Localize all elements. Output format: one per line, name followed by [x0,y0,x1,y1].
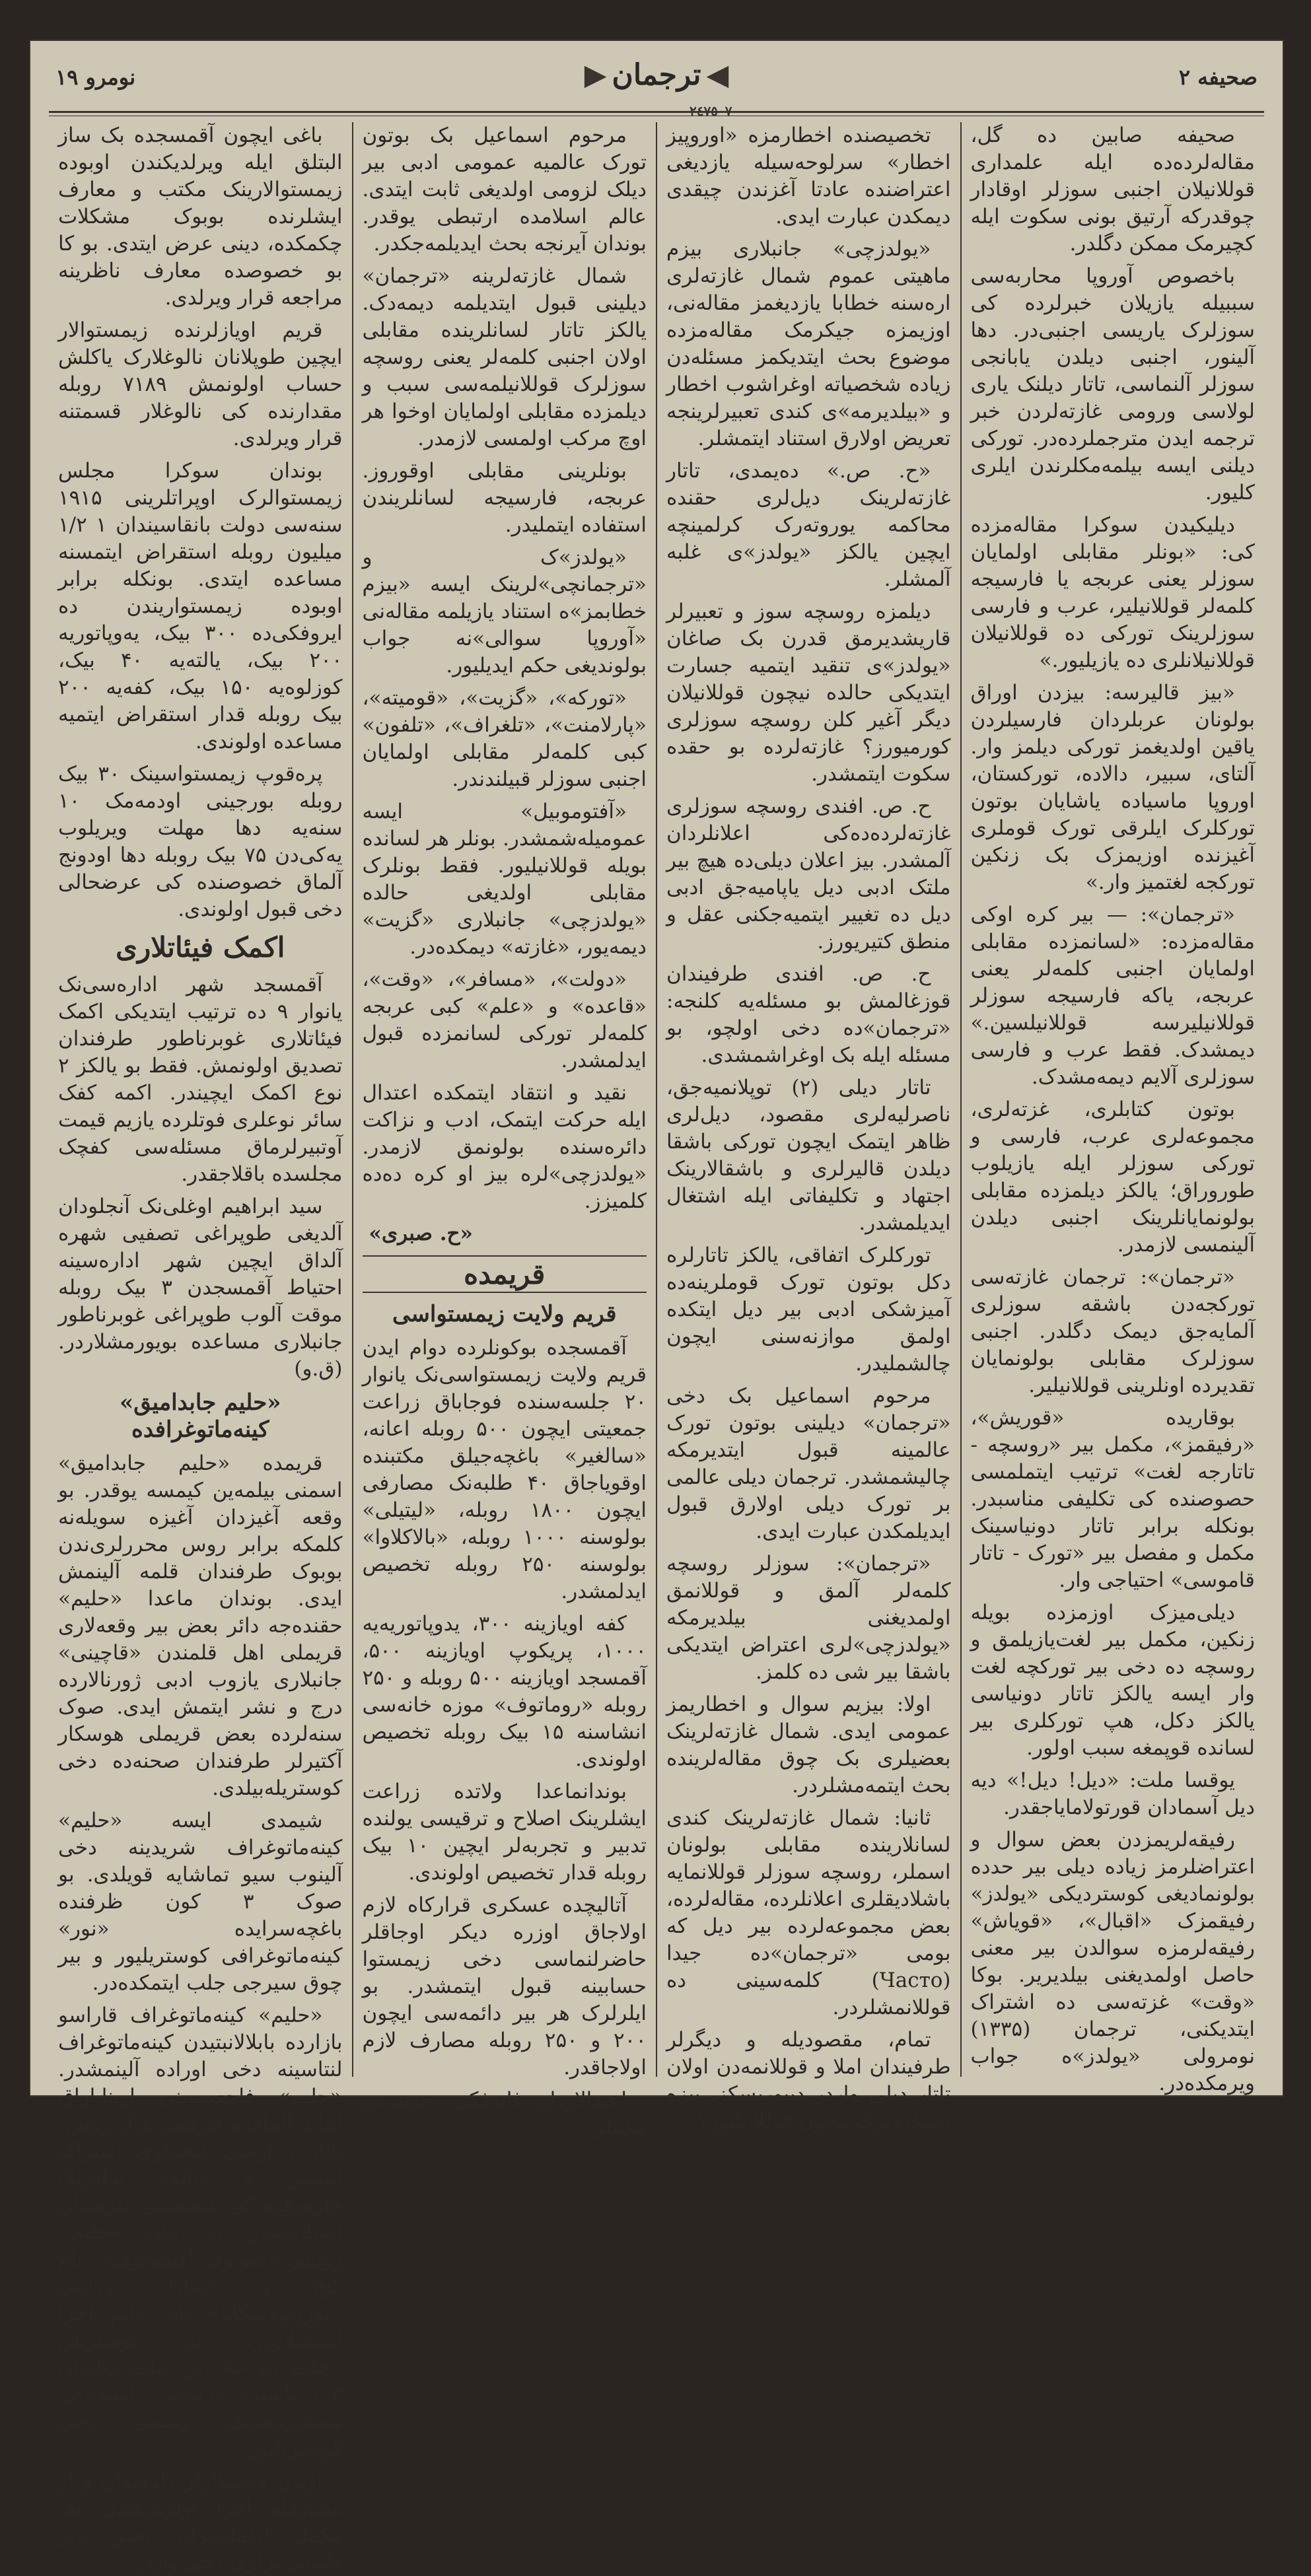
paragraph: شمال غازته‌لرینه «ترجمان» دیلینی قبول ایتدیلمه دیمه‌دک. یالکز تاتار لسانلرینده مقابلی اولان اجنبی کلمه‌لر یعنی روسچه سوزلرک قوللانیلمه‌سی سبب و دیلمزده مقابلی اولمایان اوخوا هر اوچ مرکب اولمسی لازمدر. [362,264,647,450]
paragraph: دیلی‌میزک اوزمزده بویله زنکین، مکمل بیر لغت‌یازیلمق و روسچه ده دخی بیر تورکچه لغت وار ایسه یالکز تاتار دونیاسی یالکز دکل، هپ تورکلری بیر لسانده قوپمغه سبب اولور. [970,1601,1255,1760]
paragraph: تخصیصنده اخطارمزه «اوروپیز اخطار» سرلوحه‌سیله یازدیغی اعتراضنده عادتا آغزندن چیقدی دیمکدن عبارت ایدی. [666,123,951,228]
paragraph: آقمسجد شهر اداره‌سی‌نک یانوار ۹ ده ترتیب ایتدیکی اکمک فیئاتلاری غوبرناطور طرفندان تصدیق اولونمش. فقط بو یالکز ۲ نوع اکمک ایچیندر. اکمه کفک سائر نوعلری فوتلرده یازیم قیمت آوتبیرلرماق مسئله‌سی کفچک مجلسده باقلاجقدر. [58,973,343,1186]
paragraph: شیمدی ایسه «حلیم» کینه‌ماتوغراف شریدینه دخی آلینوب سیو تماشایه قویلدی. بو صوک ۳ کون ظرفنده باغچه‌سرایده «نور» کینه‌ماتوغرافی کوستریلیور و بیر چوق سیرجی جلب ایتمکده‌در. [58,1809,343,1995]
paragraph: «ترجمان»: ترجمان غازته‌سی تورکجه‌دن باشقه سوزلری آلمایه‌جق دیمک دگلدر. اجنبی سوزلرک مقابلی بولونمایان تقدیرده اونلرینی قوللانیلیر. [970,1265,1255,1397]
paragraph: نقید و انتقاد ایتمکده اعتدال ایله حرکت ایتمک، ادب و نزاکت دائره‌سنده بولونمق لازمدر. «یولدزچی»لره بیز او کره ده‌ده کلمیزز. [362,1081,647,1213]
paragraph: قریم اویازلرنده زیمستوالار ایچین طوپلانان نالوغلارک یاکلش حساب اولونمش ۷۱۸۹ روبله مقدارنده کی نالوغلار قسمتنه قرار ویرلدی. [58,318,343,450]
header-rule [49,111,1264,116]
paragraph: دیلمزه روسچه سوز و تعبیرلر قاریشدیرمق قدرن بک صاغان «یولدز»ی تنقید ایتمیه جسارت ایتدیکی حالده نیچون قوللانیلان دیگر آغیر کلن روسچه سوزلری کورمیورز؟ غازته‌لرده بو حقده سکوت ایتمشدر. [666,600,951,786]
newspaper-page [29,40,1284,2574]
paragraph: اوبون هوسکارلر طرفندان و آز مصارفله اجرا اولوندیغندن یک مکمل اولمایه‌برابر بعض غیر طبیعی یرلری دخی واردر. [58,2469,343,2574]
title-text: ترجمان [612,58,701,92]
section-heading-crimea: قریمده [363,1255,647,1293]
newspaper-title [579,58,734,92]
paragraph: اولا: بیزیم سوال و اخطاریمز عمومی ایدی. شمال غازته‌لرینک بعضیلری بک چوق مقاله‌لرینده بحث ایتمه‌مشلردر. [666,1692,951,1797]
masthead [49,52,1264,118]
paragraph: بوندانماعدا ولاتده زراعت ایشلرینک اصلاح و ترقیسی یولنده تدبیر و تجربه‌لر ایچین ۱۰ بیک روبله قدار تخصیص اولوندی. [362,1780,647,1885]
ornament-left-icon: ▶ [584,58,607,92]
paragraph: «ترجمان»: سوزلر روسچه کلمه‌لر آلمق و قوللانمق اولمدیغنی بیلدیرمکه «یولدزچی»لری اعتراض ایتدیکی باشقا بیر شی ده کلمز. [666,1552,951,1684]
paragraph: «بیز قالیرسه: بیزدن اوراق بولونان عربلردان فارسیلردن یاقین اولدیغمز تورکی دیلمز وار. آلتای، سبیر، دالاده، تورکستان، اوروپا ماسیاده یاشایان بوتون تورکلرک ایلرقی تورک قوملری آغیزنده اوزیمزک بک زنکین تورکجه لغتمیز وار.» [970,681,1255,894]
paragraph: ثانیا: شمال غازته‌لرینک کندی لسانلارینده مقابلی بولونان اسملر، روسچه سوزلر قوللانمایه باشلادیقلری اعلانلرده، مقاله‌لرده، بعض مجموعه‌لرده بیر دیل که بومی «ترجمان»ده جیدا (Часто) کلمه‌سینی ده قوللانمشلردر. [666,1806,951,2019]
paragraph: باغی ایچون آقمسجده بک ساز البتلق ایله ویرلدیکندن اوبوده زیمستوالارینک مکتب و معارف ایشلرنده بوبوک مشکلات چکمکده، دینی عرض ایتدی. بو کا بو خصوصده معارف ناظرینه مراجعه قرار ویرلدی. [58,123,343,310]
issue-number: نومرو ١٩ [55,65,136,90]
paragraph: پره‌قوپ زیمستواسینک ۳۰ بیک روبله بورجینی اودمه‌مک ۱۰ سنه‌یه دها مهلت ویریلوب یه‌کی‌دن ۷۵ بیک روبله دها اودونج آلماق خصوصنده کی عرضحالی دخی قبول اولوندی. [58,762,343,921]
page-label: صحيفه ٢ [1178,65,1258,90]
paragraph: تاتار دیلی (۲) توپلانمیه‌جق، ناصرلیه‌لری مقصود، دیل‌لری ظاهر ایتمک ایچون تورکی باشقا دیلدن قالیرلری و باشقالارینک اجتهاد و تکلیفاتی ایله اشتغال ایدیلمشدر. [666,1076,951,1235]
paragraph: دیلیکیدن سوکرا مقاله‌مزده کی: «بونلر مقابلی اولمایان سوزلر یعنی عربجه یا فارسیجه کلمه‌لر قوللانیلیر، عرب و فارسی سوزلرینک تورکی ده قوللانیلان قوللانیلانلری ده یازیلیور.» [970,513,1255,672]
paragraph: بونلرینی مقابلی اوقوروز. عربجه، فارسیجه لسانلریندن استفاده ایتملیدر. [362,459,647,537]
paragraph: ح. ص. افندی طرفیندان قوزغالمش بو مسئله‌یه کلنجه: «ترجمان»ده دخی اولچو، بو مسئله ایله بک اوغراشمشدی. [666,962,951,1067]
ornament-right-icon: ◀ [706,58,729,92]
paragraph: مرحوم اسماعیل بک دخی «ترجمان» دیلینی بوتون تورک عالمینه قبول ایتدیرمکه چالیشمشدر. ترجمان دیلی عالمی بر تورک دیلی اولارق قبول ایدیلمکدن عبارت ایدی. [666,1384,951,1543]
column-4 [49,122,353,2574]
paragraph: «ح. ص.» ده‌یمدی، تاتار غازته‌لرینک دیل‌لری حقنده محاکمه یوروته‌رک کرلمینچه ایچین یالکز «یولدز»ی غلبه آلمشلر. [666,459,951,591]
paragraph: کفه اویازینه ۳۰۰، یدوپاتوریه‌یه ۱۰۰۰، پریکوپ اویازینه ۵۰۰، آقمسجد اویازینه ۵۰۰ روبله و ۲۵۰ روبله «روماتوف» موزه خانه‌سی انشاسنه ۱۵ بیک روبله تخصیص اولوندی. [362,1612,647,1771]
paragraph: مرحوم اسماعیل بک بوتون تورک عالمیه عمومی ادبی بیر دیلک لزومی اولدیغی ثابت ایتدی. عالم اسلامده ارتبطی یوقدر. بوندان آیرنجه بحث ایدیلمه‌جکدر. [362,123,647,256]
paragraph: آتالیچده عسکری قرارکاه لازم اولاجاق اوزره دیکر اوجاقلر حاضرلنماسی دخی زیمستوا حسابینه قبول ایتمشدر. بو ایلرلرک هر بیر دائمه‌سی ایچون ۲۰۰ و ۲۵۰ روبله مصارف لازم اولاجاقدر. [362,1893,647,2079]
paragraph: «تورکه»، «گزیت»، «قومیته»، «پارلامنت»، «تلغراف»، «تلفون» کبی کلمه‌لر مقابلی اولمایان اجنبی سوزلر قبیلندندر. [362,686,647,791]
paragraph: بوتون کتابلری، غزته‌لری، مجموعه‌لری عرب، فارسی و تورکی سوزلر ایله یازیلوب طوروراق؛ یالکز دیلمزده مقابلی بولونمایانلرینک اجنبی دیلدن آلینمسی لازمدر. [970,1097,1255,1257]
paragraph: باخصوص آوروپا محاربه‌سی سببیله یازیلان خبرلرده کی سوزلرک یاریسی اجنبی‌در. دها آلینور، اجنبی دیلدن یابانجی سوزلر آلنماسی، تاتار دیلنک یاری لولاسی ورومی غازته‌لردن خبر ترجمه ایدن مترجملرده‌در. تورکی دیلنی ایسه بیلمه‌مکلرندن ایلری کلیور. [970,264,1255,505]
paragraph: بوندان سوکرا مجلس زیمستوالرک اوپراتلرینی ۱۹۱۵ سنه‌سی دولت بانقاسیندان ۱ ۱/۲ میلیون روبله استقراض ایتمسنه مساعده ایتدی. بونکله برابر اوبوده زیمستواریندن ده ایروفکی‌ده ۳۰۰ بیک، یه‌وپاتوریه ۲۰۰ بیک، یالته‌یه ۴۰ بیک، کوزلوه‌یه ۱۵۰ بیک، کفه‌یه ۲۰۰ بیک روبله قدار استقراض ایتمیه مساعده اولوندی. [58,459,343,753]
article-heading-cinema: «حلیم جابدامیق» کینه‌ماتوغرافده [120,1389,281,1443]
paragraph: «یولدزچی» جانبلاری بیزم ماهیتی عموم شمال غازته‌لری اره‌سنه خطابا یازدیغمز مقاله‌نی، اوزیمزه جیکرمک مقاله‌مزده موضوع بحث ایتدیکمز مسئله‌دن زیاده شخصیاته اوغراشوب اخطار و «بیلدیرمه»ی کندی تعبیرلرینجه تعریض اولارق استناد ایتمشلر. [666,237,951,450]
paragraph: تورکلرک اتفاقی، یالکز تاتارلره دکل بوتون تورک قوملرینه‌ده آمیزشکی ادبی بیر دیل ایتکده اولمق موازنه‌سنی ایچون چالشملیدر. [666,1243,951,1375]
article-heading-zemstvo: قریم ولایت زیمستواسی [392,1301,617,1327]
paragraph: قریمده «حلیم جابدامیق» اسمنی بیلمه‌ین کیمسه یوقدر. بو وقعه آغیزدان آغیزه سویله‌نه کلمکه برابر روس محرر‌لری‌ندن بوبوک طرفندان قلمه آلینمش ایدی. بوندان ماعدا «حلیم» حقنده‌جه دائر بعض بیر وقعه‌لاری قریملی اهل قلمندن «قاچینی» جانبلاری یازوب ادبی ژورنالارده درج و نشر ایتمش ایدی. صوک سنه‌لرده بعض قریملی هوسکار آکتیرلر طرفندان صحنه‌ده دخی کوستریله‌بیلدی. [58,1451,343,1800]
paragraph: سید ابراهیم اوغلی‌نک آنجلودان آلدیغی طوپراغی تصفیی شهره آلداق ایچین شهر اداره‌سینه احتیاط آقمسجدن ۳ بیک روبله موقت آلوب طوپراغی غوبرناطور جانبلاری مساعده بویورمشلاردر. (ق.و) [58,1195,343,1381]
column-3 [353,122,658,2139]
paragraph: یوقسا ملت: «دیل! دیل!» دیه دیل آسمادان قورتولامایاجقدر. [970,1768,1255,1819]
article-signature: «ح. صبری» [369,1222,473,1245]
column-1 [962,122,1265,2095]
library-stamp: ٢٤٧٥٠٧ [690,103,732,119]
paragraph: رفیقه‌لریمزدن بعض سوال و اعتراضلرمز زیاده دیلی بیر حد‌ده بولونمادیغی کوستردیکی «یولدز» رفیقمزک «اقبال»، «قویاش» رفیقه‌لرمزه سوالدن بیر معنی حاصل اولمدیغنی بیلدیریر. بوکا «وقت» غزته‌سی ده اشتراک ایتدیکنی، ترجمان (۱۳۳۵) نومرولی «یولدز»ه جواب ویرمکده‌در. [970,1828,1255,2095]
paragraph: «حلیم» کینه‌ماتوغراف قاراسو بازارده بابلالانبتیدن کینه‌ماتوغراف لنتاسینه دخی اوراده آلینمشدر. «حلیم» فاجعه‌سینی اوینایاراق لنتایه آلماقده قاراسو بازار روس، تاتار و ارمنی کنجه‌لری اشتراک ایتمش و «بانه» برادرلک خارقوفده کی شعبه‌سی طرفندان ایشلنمشدر. بو لنتاده «حلیم» رولینی «صوبوف-آقیمیچوف»، نام کنج و «سارا» رولینی «بوروتوفسکایا» نام خانم اجرا ایتمشلاردر. بو کوستریلن «حلیم»ده حلا بیر حیات بولونان ۱۰۲ یاشنده «زلیخه» تامینده‌کی همشیره‌سینک رسمی دخی کوستریلیور. [58,2003,343,2460]
paragraph: «یولدز»ک و «ترجمانچی»لرینک ایسه «بیزم خطابمز»ه استناد یازیلمه مقاله‌نی «آوروپا سوالی»نه جواب بولوندیغی حکم ایدیلیور. [362,545,647,678]
paragraph: اعتدالاردان غایه‌فکی: حزینه‌دن مکتبلر [362,2088,647,2139]
paragraph: ح. ص. افندی روسچه سوزلری غازته‌لرده‌ده‌کی اعلانلردان آلمشدر. بیز اعلان دیلی‌ده هیچ بیر ملتک ادبی دیل یاپامیه‌جق ادبی دیل ده تغییر ایتمیه‌جکنی عقل و منطق کتیریورز. [666,794,951,954]
paragraph: «آفتوموبیل» ایسه عمومیله‌شمشدر. بونلر هر لسانده بویله قوللانیلیور. فقط بونلرک مقابلی اولدیغی حالده «یولدزچی» جانبلاری «گزیت» دیمه‌یور، «غازته» دیمکده‌در. [362,800,647,959]
article-columns [49,122,1264,2574]
paragraph: صحيفه صابين ده گل، مقاله‌لرده‌ده ایله علمداری قوللانیلان اجنبی سوزلر اوقادار چوقدرکه آرتیق بونی سکوت ایله کچیرمک ممکن دگلدر. [970,123,1255,256]
paragraph: آقمسجده بوکونلرده دوام ایدن قریم ولایت زیمستواسی‌نک یانوار ۲۰ جلسه‌سنده فوجاباق زراعت جمعیتی ایچون ۵۰۰ روبله اعانه، «سالغیر» باغچه‌جیلق مکتبنده اوقویاجاق ۴۰ طلبه‌نک مصارفی ایچون ۱۸۰۰ روبله، «لیتیلی» بولوسنه ۱۰۰۰ روبله، «بالاکلاوا» بولوسنه ۲۵۰ روبله تخصیص ایدلمشدر. [362,1336,647,1603]
paragraph: بوقاریده «قوریش»، «رفیقمز»، مکمل بیر «روسچه - تاتارجه لغت» ترتیب ایتملمسی حصوصنده کی تکلیفی مناسبدر. بونکله برابر تاتار دونیاسینک مکمل و مفصل بیر «تورک - تاتار قاموسی» احتیاجی وار. [970,1406,1255,1592]
paragraph: تمام، مقصودیله و دیگرلر طرفیندان املا و قوللانمه‌دن اولان تاتار دیلی واردر دیبوریسکز، بیزه دیمکده‌ترک نیچون قوللانیلیور؟ [666,2028,951,2133]
article-heading-bread-prices: اکمک فیئاتلاری [116,931,285,963]
column-2 [657,122,962,2133]
paragraph: «دولت»، «مسافر»، «وقت»، «قاعده» و «علم» کبی عربجه کلمه‌لر تورکی لسانمزده قبول ایدلمشدر. [362,967,647,1072]
paragraph: «ترجمان»: — بیر کره اوکی مقاله‌مزده: «لسانمزده مقابلی اولمایان اجنبی کلمه‌لر یعنی عربجه، یاکه فارسیجه سوزلر قوللانیلیرسه قوللانیلسین.» دیمشدک. فقط عرب و فارسی سوزلری آلایم دیمه‌مشدک. [970,903,1255,1089]
